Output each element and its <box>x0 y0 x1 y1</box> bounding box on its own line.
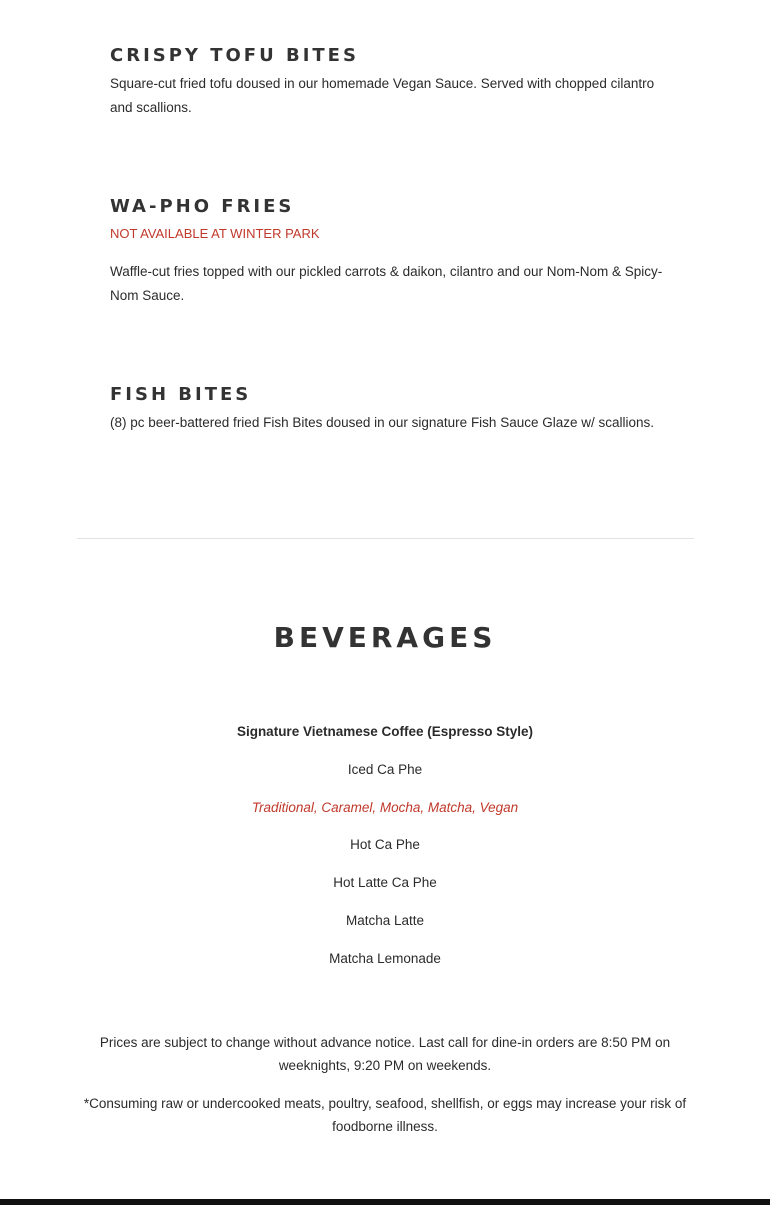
beverage-item: Hot Latte Ca Phe <box>333 875 437 890</box>
food-safety-warning: *Consuming raw or undercooked meats, poultry, seafood, shellfish, or eggs may increase your risk of foodborne illness. <box>83 1096 687 1134</box>
item-description: (8) pc beer-battered fried Fish Bites doused in our signature Fish Sauce Glaze w/ scallions. <box>110 415 655 430</box>
availability-note: NOT AVAILABLE AT WINTER PARK <box>110 226 320 241</box>
item-description: Square-cut fried tofu doused in our homemade Vegan Sauce. Served with chopped cilantro and scallions. <box>110 76 655 115</box>
beverage-item: Hot Ca Phe <box>350 837 420 852</box>
item-title: WA-PHO FRIES <box>110 196 295 217</box>
beverages-heading: BEVERAGES <box>273 621 497 654</box>
beverage-item: Matcha Latte <box>345 913 425 928</box>
menu-item-wa-pho-fries <box>110 195 670 308</box>
page-bottom-bar <box>0 1199 770 1205</box>
menu-item-fish-bites <box>110 383 670 435</box>
item-description: Waffle-cut fries topped with our pickled carrots & daikon, cilantro and our Nom-Nom & Spicy-Nom Sauce. <box>110 264 663 303</box>
item-title: CRISPY TOFU BITES <box>110 45 359 66</box>
item-title: FISH BITES <box>110 384 252 405</box>
beverage-item: Iced Ca Phe <box>347 762 423 777</box>
price-notice: Prices are subject to change without advance notice. Last call for dine-in orders are 8:50 PM on weeknights, 9:20 PM on weekends. <box>99 1035 671 1073</box>
beverage-item: Matcha Lemonade <box>329 951 441 966</box>
beverage-flavors: Traditional, Caramel, Mocha, Matcha, Vegan <box>251 800 519 815</box>
beverage-subheading: Signature Vietnamese Coffee (Espresso Style) <box>236 724 534 739</box>
section-divider <box>77 538 694 539</box>
menu-item-crispy-tofu-bites <box>110 44 670 120</box>
